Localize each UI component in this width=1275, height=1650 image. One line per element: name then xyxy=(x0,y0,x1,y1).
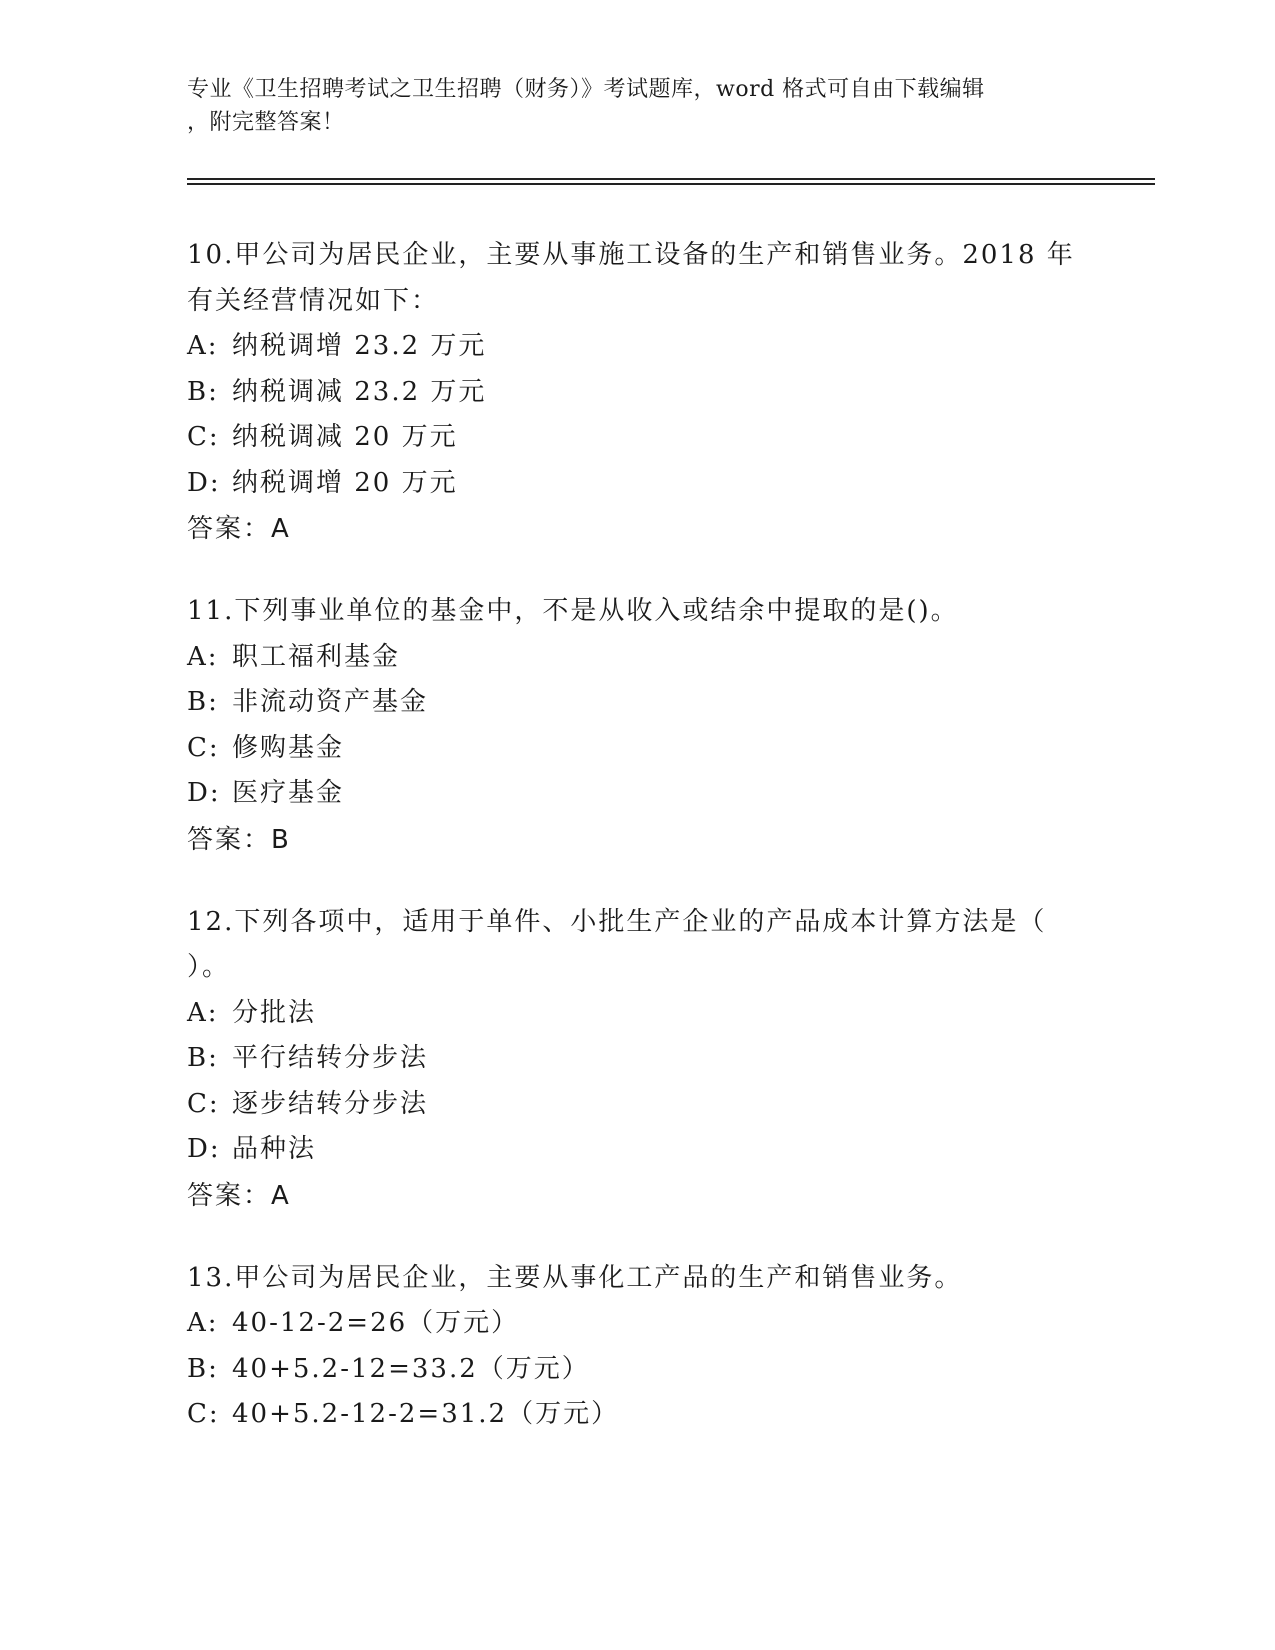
option-b xyxy=(187,1036,1087,1082)
option-d xyxy=(187,771,1087,817)
option-c xyxy=(187,1082,1087,1128)
option-key: D: xyxy=(187,1134,221,1164)
header-divider-bottom xyxy=(187,183,1155,185)
option-text: 纳税调增 23.2 万元 xyxy=(232,331,487,361)
question-stem-line: 10.甲公司为居民企业，主要从事施工设备的生产和销售业务。2018 年 xyxy=(187,240,1075,270)
question-12 xyxy=(187,900,1087,1219)
option-key: D: xyxy=(187,467,221,498)
option-c xyxy=(187,726,1087,772)
answer-line: 答案：A xyxy=(187,1180,291,1211)
option-text: 纳税调增 20 万元 xyxy=(232,467,458,498)
answer-line: 答案：B xyxy=(187,824,291,855)
option-key: A: xyxy=(187,331,219,361)
option-key: C: xyxy=(187,732,220,763)
option-text: 40+5.2-12-2=31.2（万元） xyxy=(232,1399,620,1429)
option-key: D: xyxy=(187,778,221,808)
header-line-2: ，附完整答案！ xyxy=(187,110,345,135)
option-text: 品种法 xyxy=(232,1134,317,1164)
question-13 xyxy=(187,1256,1087,1438)
question-list xyxy=(187,233,1087,1475)
option-text: 逐步结转分步法 xyxy=(232,1088,429,1119)
option-text: 40+5.2-12=33.2（万元） xyxy=(232,1353,590,1384)
option-key: A: xyxy=(187,1308,219,1338)
option-c xyxy=(187,1392,1087,1438)
option-key: A: xyxy=(187,997,219,1028)
question-11 xyxy=(187,589,1087,863)
option-key: C: xyxy=(187,1399,220,1429)
question-stem-line: 12.下列各项中，适用于单件、小批生产企业的产品成本计算方法是（ xyxy=(187,906,1047,937)
option-key: A: xyxy=(187,641,219,672)
option-c xyxy=(187,415,1087,461)
option-text: 修购基金 xyxy=(232,732,345,763)
option-d xyxy=(187,1127,1087,1173)
document-header xyxy=(187,73,1067,139)
option-text: 纳税调减 20 万元 xyxy=(232,422,458,452)
option-text: 非流动资产基金 xyxy=(232,687,429,717)
option-a xyxy=(187,991,1087,1037)
option-a xyxy=(187,324,1087,370)
question-stem-line: ）。 xyxy=(187,952,231,982)
option-text: 平行结转分步法 xyxy=(232,1043,429,1073)
question-stem-line: 13.甲公司为居民企业，主要从事化工产品的生产和销售业务。 xyxy=(187,1262,963,1293)
option-text: 分批法 xyxy=(232,997,317,1028)
option-a xyxy=(187,1301,1087,1347)
option-text: 职工福利基金 xyxy=(232,641,401,672)
option-a xyxy=(187,635,1087,681)
question-stem-line: 有关经营情况如下： xyxy=(187,285,440,316)
option-d xyxy=(187,461,1087,507)
option-key: B: xyxy=(187,687,219,717)
question-10 xyxy=(187,233,1087,552)
option-key: B: xyxy=(187,376,219,407)
option-b xyxy=(187,680,1087,726)
option-text: 纳税调减 23.2 万元 xyxy=(232,376,487,407)
header-line-1: 专业《卫生招聘考试之卫生招聘（财务）》考试题库，word 格式可自由下载编辑 xyxy=(187,77,985,102)
answer-line: 答案：A xyxy=(187,514,291,544)
option-key: B: xyxy=(187,1353,219,1384)
option-key: C: xyxy=(187,422,220,452)
option-text: 医疗基金 xyxy=(232,778,345,808)
option-key: B: xyxy=(187,1043,219,1073)
option-b xyxy=(187,370,1087,416)
option-b xyxy=(187,1347,1087,1393)
question-stem-line: 11.下列事业单位的基金中，不是从收入或结余中提取的是()。 xyxy=(187,596,959,626)
option-key: C: xyxy=(187,1088,220,1119)
option-text: 40-12-2=26（万元） xyxy=(232,1308,520,1338)
header-divider-top xyxy=(187,178,1155,180)
